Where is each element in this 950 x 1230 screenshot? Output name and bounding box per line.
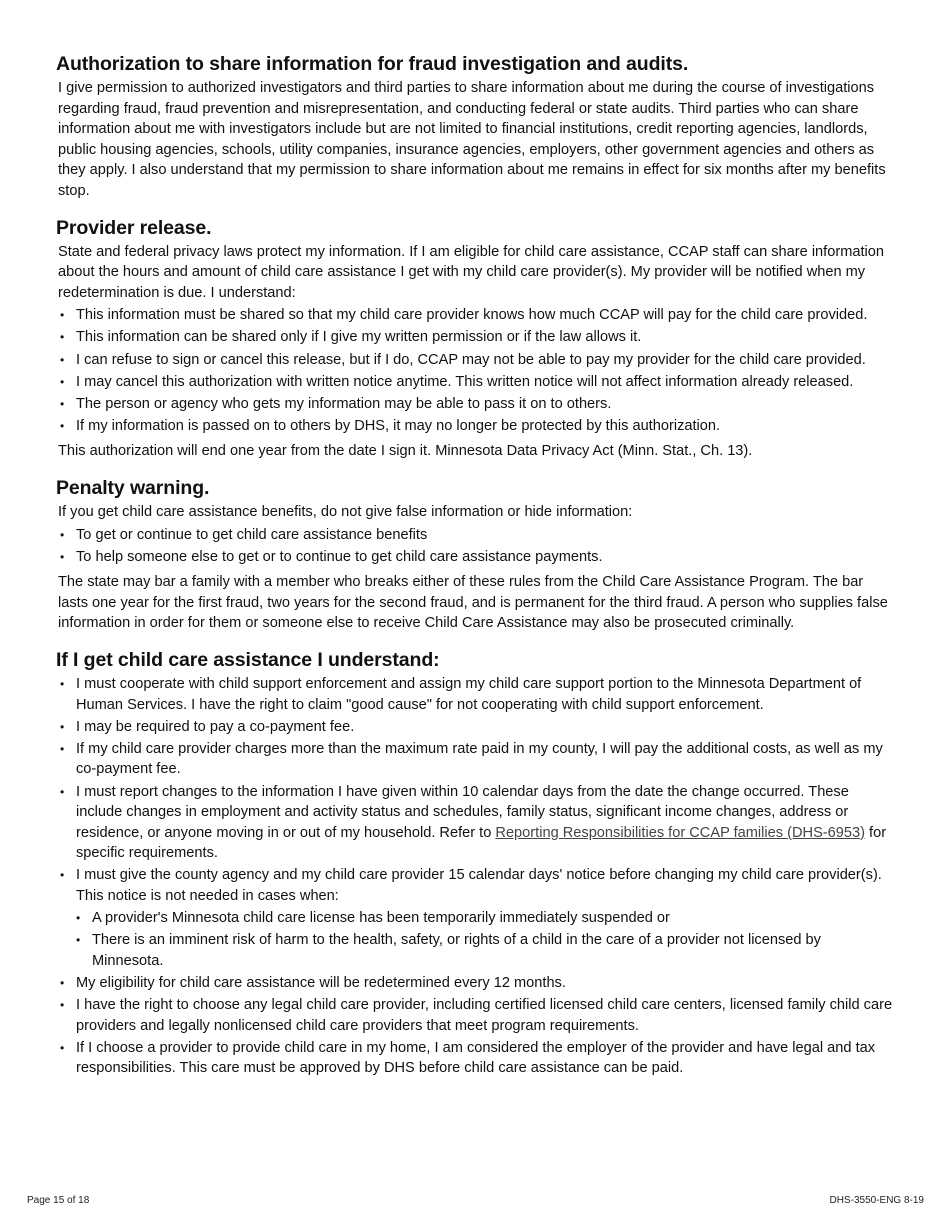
penalty-section [56,476,896,634]
list-item: • To help someone else to get or to continue to get child care assistance payments. [56,547,896,568]
list-item: • I have the right to choose any legal child care provider, including certified licensed child care centers, licensed family child care providers and legally nonlicensed child care providers that meet program requirements. [60,996,893,1034]
sub-list-item: • A provider's Minnesota child care license has been temporarily immediately suspended or [76,908,896,929]
list-item: • To get or continue to get child care assistance benefits [56,525,896,546]
bullet-icon: • [60,1040,65,1055]
bullet-icon: • [76,911,81,926]
penalty-heading: Penalty warning. [56,477,210,499]
bullet-icon: • [76,933,81,948]
bullet-icon: • [60,784,65,799]
bullet-icon: • [60,868,65,883]
list-item: • I must give the county agency and my child care provider 15 calendar days' notice before changing my child care provider(s). This notice is not needed in cases when: • A provider's Minnesota child care license has been temporarily immediately suspended or • There is an imminent risk of harm to the health, safety, or rights of a child in the care of a provider not licensed by Minnesota. [56,865,896,971]
bullet-icon: • [60,975,65,990]
list-item: • My eligibility for child care assistance will be redetermined every 12 months. [56,973,896,994]
fraud-heading: Authorization to share information for fraud investigation and audits. [56,53,689,75]
penalty-intro: If you get child care assistance benefits, do not give false information or hide information: [58,504,633,520]
list-item: • I must cooperate with child support enforcement and assign my child care support portion to the Minnesota Department of Human Services. I have the right to claim "good cause" for not cooperating with child support enforcement. [60,676,862,713]
list-item: • If I choose a provider to provide child care in my home, I am considered the employer of the provider and have legal and tax responsibilities. This care must be approved by DHS before child care assistance can be paid. [60,1039,876,1077]
provider-release-section [56,216,896,462]
list-item: • The person or agency who gets my information may be able to pass it on to others. [56,394,896,415]
document-page [56,52,896,1093]
fraud-body: I give permission to authorized investigators and third parties to share information about me during the course of investigations regarding fraud, fraud prevention and misrepresentation, and conducting federal or state audits. Third parties who can share information about me with investigators include but are not limited to financial institutions, credit reporting agencies, landlords, public housing agencies, schools, utility companies, insurance agencies, employers, other government agencies and others as they apply. I also understand that my permission to share information about me remains in effect for six months after my benefits stop. [58,80,886,199]
list-item: • I may be required to pay a co-payment fee. [56,717,896,738]
list-item: • I can refuse to sign or cancel this release, but if I do, CCAP may not be able to pay my provider for the child care provided. [56,350,896,371]
page-number: Page 15 of 18 [27,1195,90,1206]
fraud-section [56,52,896,202]
bullet-icon: • [60,997,65,1012]
list-item: • If my child care provider charges more than the maximum rate paid in my county, I will pay the additional costs, as well as my co-payment fee. [60,740,883,778]
list-item: • This information can be shared only if I give my written permission or if the law allows it. [56,327,896,348]
understand-list [56,674,896,1079]
understand-section [56,648,896,1079]
bullet-icon: • [60,719,65,734]
sub-list-item: • There is an imminent risk of harm to the health, safety, or rights of a child in the care of a provider not licensed by Minnesota. [76,932,821,969]
understand-heading: If I get child care assistance I understand: [56,649,440,672]
bullet-icon: • [60,418,65,433]
provider-change-exceptions [76,908,896,971]
penalty-list [56,525,896,568]
list-item: • I may cancel this authorization with written notice anytime. This written notice will not affect information already released. [56,372,896,393]
provider-release-intro: State and federal privacy laws protect my information. If I am eligible for child care assistance, CCAP staff can share information about the hours and amount of child care assistance I get with my child care provider(s). My provider will be notified when my redetermination is due. I understand: [58,243,885,301]
bullet-icon: • [60,352,65,367]
list-item: • This information must be shared so that my child care provider knows how much CCAP will pay for the child care provided. [56,305,896,326]
penalty-closing: The state may bar a family with a member who breaks either of these rules from the Child Care Assistance Program. The bar lasts one year for the first fraud, two years for the second fraud, and is permanent for the third fraud. A person who supplies false information in order for them or someone else to receive Child Care Assistance may also be prosecuted criminally. [58,574,888,632]
form-id: DHS-3550-ENG 8-19 [829,1195,924,1206]
list-item: • If my information is passed on to others by DHS, it may no longer be protected by this authorization. [56,416,896,437]
bullet-icon: • [60,549,65,564]
reporting-responsibilities-link[interactable]: Reporting Responsibilities for CCAP families (DHS-6953) [495,824,865,841]
bullet-icon: • [60,396,65,411]
bullet-icon: • [60,374,65,389]
bullet-icon: • [60,677,65,692]
bullet-icon: • [60,330,65,345]
bullet-icon: • [60,527,65,542]
provider-release-heading: Provider release. [56,216,212,239]
bullet-icon: • [60,741,65,756]
list-item: • I must report changes to the information I have given within 10 calendar days from the date the change occurred. These include changes in employment and activity status and schedules, family status, significant income changes, address or residence, or anyone moving in or out of my household. Refer to Reporting Responsibilities for CCAP families (DHS-6953) for specific requirements. [60,783,887,862]
provider-release-closing: This authorization will end one year from the date I sign it. Minnesota Data Privacy Act (Minn. Stat., Ch. 13). [58,443,753,460]
provider-release-list [56,305,896,436]
bullet-icon: • [60,308,65,323]
